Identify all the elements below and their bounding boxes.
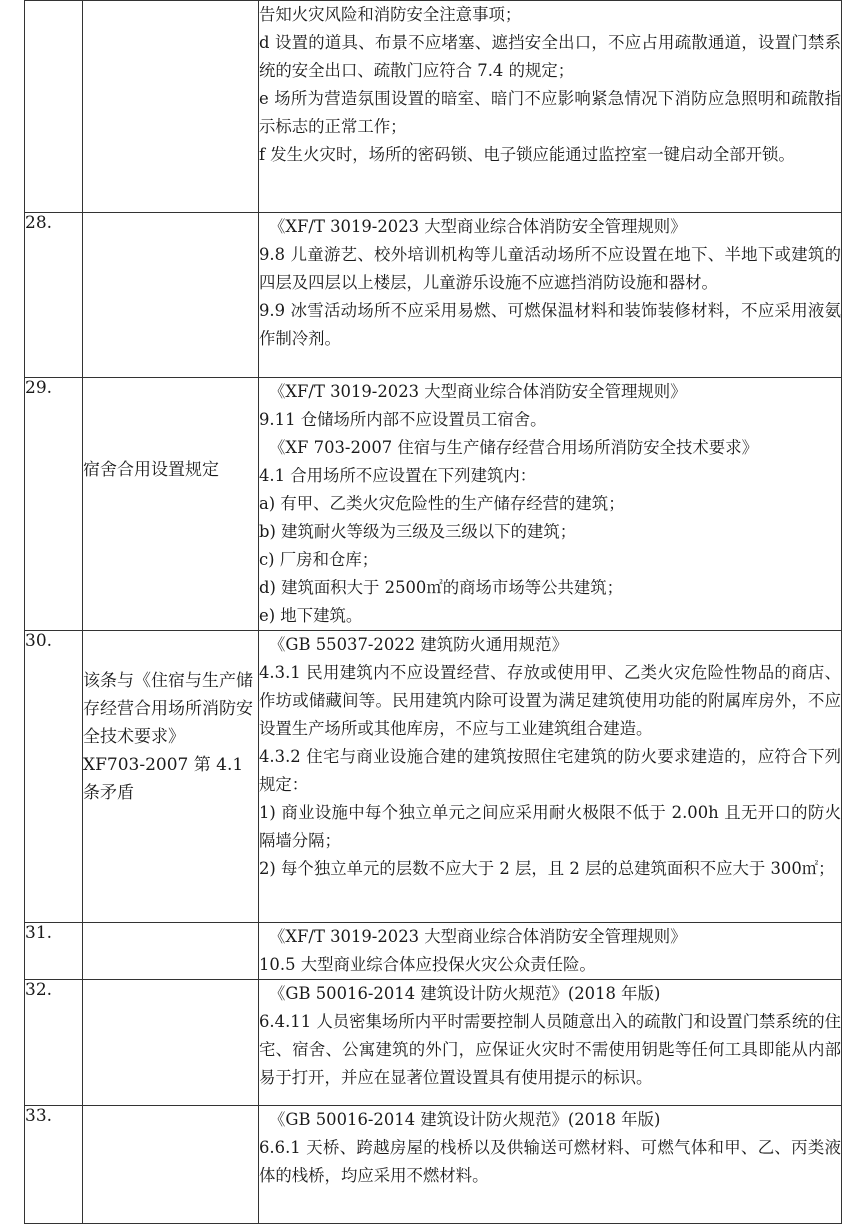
clause-text: f 发生火灾时，场所的密码锁、电子锁应能通过监控室一键启动全部开锁。 xyxy=(259,145,795,164)
standard-reference: 《XF/T 3019-2023 大型商业综合体消防安全管理规则》 xyxy=(269,927,687,946)
standard-reference: 《XF 703-2007 住宿与生产储存经营合用场所消防安全技术要求》 xyxy=(269,438,758,457)
remark-text: 宿舍合用设置规定 xyxy=(83,460,219,480)
table-row xyxy=(25,1106,842,1224)
clause-text: 6.4.11 人员密集场所内平时需要控制人员随意出入的疏散门和设置门禁系统的住宅、宿舍、公寓建筑的外门，应保证火灾时不需使用钥匙等任何工具即能从内部易于打开，并应在显著位置设置具有使用提示的标识。 xyxy=(259,1012,841,1087)
row-remark xyxy=(83,980,259,1106)
table-row xyxy=(25,1,842,213)
clause-text: a) 有甲、乙类火灾危险性的生产储存经营的建筑； xyxy=(259,494,625,513)
regulation-content xyxy=(259,631,842,923)
clause-text: 2) 每个独立单元的层数不应大于 2 层，且 2 层的总建筑面积不应大于 300㎡； xyxy=(259,859,835,878)
row-number: 32. xyxy=(25,980,83,1106)
clause-text: 告知火灾风险和消防安全注意事项； xyxy=(259,5,522,24)
table-row xyxy=(25,980,842,1106)
table-row xyxy=(25,213,842,378)
table-row xyxy=(25,378,842,631)
clause-text: 1) 商业设施中每个独立单元之间应采用耐火极限不低于 2.00h 且无开口的防火隔墙分隔； xyxy=(259,803,841,850)
row-remark xyxy=(83,923,259,980)
regulation-content xyxy=(259,923,842,980)
regulation-content xyxy=(259,213,842,378)
row-number: 33. xyxy=(25,1106,83,1224)
clause-text: d) 建筑面积大于 2500㎡的商场市场等公共建筑； xyxy=(259,578,624,597)
row-number: 31. xyxy=(25,923,83,980)
row-number: 29. xyxy=(25,378,83,631)
table-row xyxy=(25,631,842,923)
regulation-content xyxy=(259,1106,842,1224)
row-number: 30. xyxy=(25,631,83,923)
regulation-content xyxy=(259,378,842,631)
row-remark xyxy=(83,213,259,378)
remark-text: 该条与《住宿与生产储存经营合用场所消防安全技术要求》 xyxy=(83,671,253,747)
clause-text: 6.6.1 天桥、跨越房屋的栈桥以及供输送可燃材料、可燃气体和甲、乙、丙类液体的栈桥，均应采用不燃材料。 xyxy=(259,1138,841,1185)
row-remark xyxy=(83,631,259,923)
clause-text: c) 厂房和仓库； xyxy=(259,550,379,569)
clause-text: d 设置的道具、布景不应堵塞、遮挡安全出口，不应占用疏散通道，设置门禁系统的安全出口、疏散门应符合 7.4 的规定； xyxy=(259,33,841,80)
clause-text: 9.11 仓储场所内部不应设置员工宿舍。 xyxy=(259,410,547,429)
row-remark xyxy=(83,1,259,213)
regulations-table xyxy=(24,0,842,1224)
standard-reference: 《XF/T 3019-2023 大型商业综合体消防安全管理规则》 xyxy=(269,382,687,401)
row-remark xyxy=(83,378,259,631)
clause-text: 4.3.1 民用建筑内不应设置经营、存放或使用甲、乙类火灾危险性物品的商店、作坊或储藏间等。民用建筑内除可设置为满足建筑使用功能的附属库房外，不应设置生产场所或其他库房，不应与工业建筑组合建造。 xyxy=(259,663,841,738)
regulation-content xyxy=(259,1,842,213)
standard-reference: 《GB 50016-2014 建筑设计防火规范》(2018 年版) xyxy=(269,1110,661,1129)
row-remark xyxy=(83,1106,259,1224)
row-number: 28. xyxy=(25,213,83,378)
clause-text: e 场所为营造氛围设置的暗室、暗门不应影响紧急情况下消防应急照明和疏散指示标志的正常工作； xyxy=(259,89,841,136)
clause-text: 10.5 大型商业综合体应投保火灾公众责任险。 xyxy=(259,955,596,974)
clause-text: 4.1 合用场所不应设置在下列建筑内： xyxy=(259,466,537,485)
row-number xyxy=(25,1,83,213)
regulations-table-body xyxy=(25,1,842,1224)
table-row xyxy=(25,923,842,980)
clause-text: e) 地下建筑。 xyxy=(259,606,363,625)
clause-text: 9.9 冰雪活动场所不应采用易燃、可燃保温材料和装饰装修材料，不应采用液氨作制冷剂。 xyxy=(259,301,841,348)
remark-text: XF703-2007 第 4.1 条矛盾 xyxy=(83,755,244,803)
clause-text: 4.3.2 住宅与商业设施合建的建筑按照住宅建筑的防火要求建造的，应符合下列规定： xyxy=(259,747,841,794)
clause-text: 9.8 儿童游艺、校外培训机构等儿童活动场所不应设置在地下、半地下或建筑的四层及四层以上楼层，儿童游乐设施不应遮挡消防设施和器材。 xyxy=(259,245,841,292)
clause-text: b) 建筑耐火等级为三级及三级以下的建筑； xyxy=(259,522,577,541)
regulation-content xyxy=(259,980,842,1106)
standard-reference: 《XF/T 3019-2023 大型商业综合体消防安全管理规则》 xyxy=(269,217,687,236)
standard-reference: 《GB 55037-2022 建筑防火通用规范》 xyxy=(269,635,568,654)
standard-reference: 《GB 50016-2014 建筑设计防火规范》(2018 年版) xyxy=(269,984,661,1003)
